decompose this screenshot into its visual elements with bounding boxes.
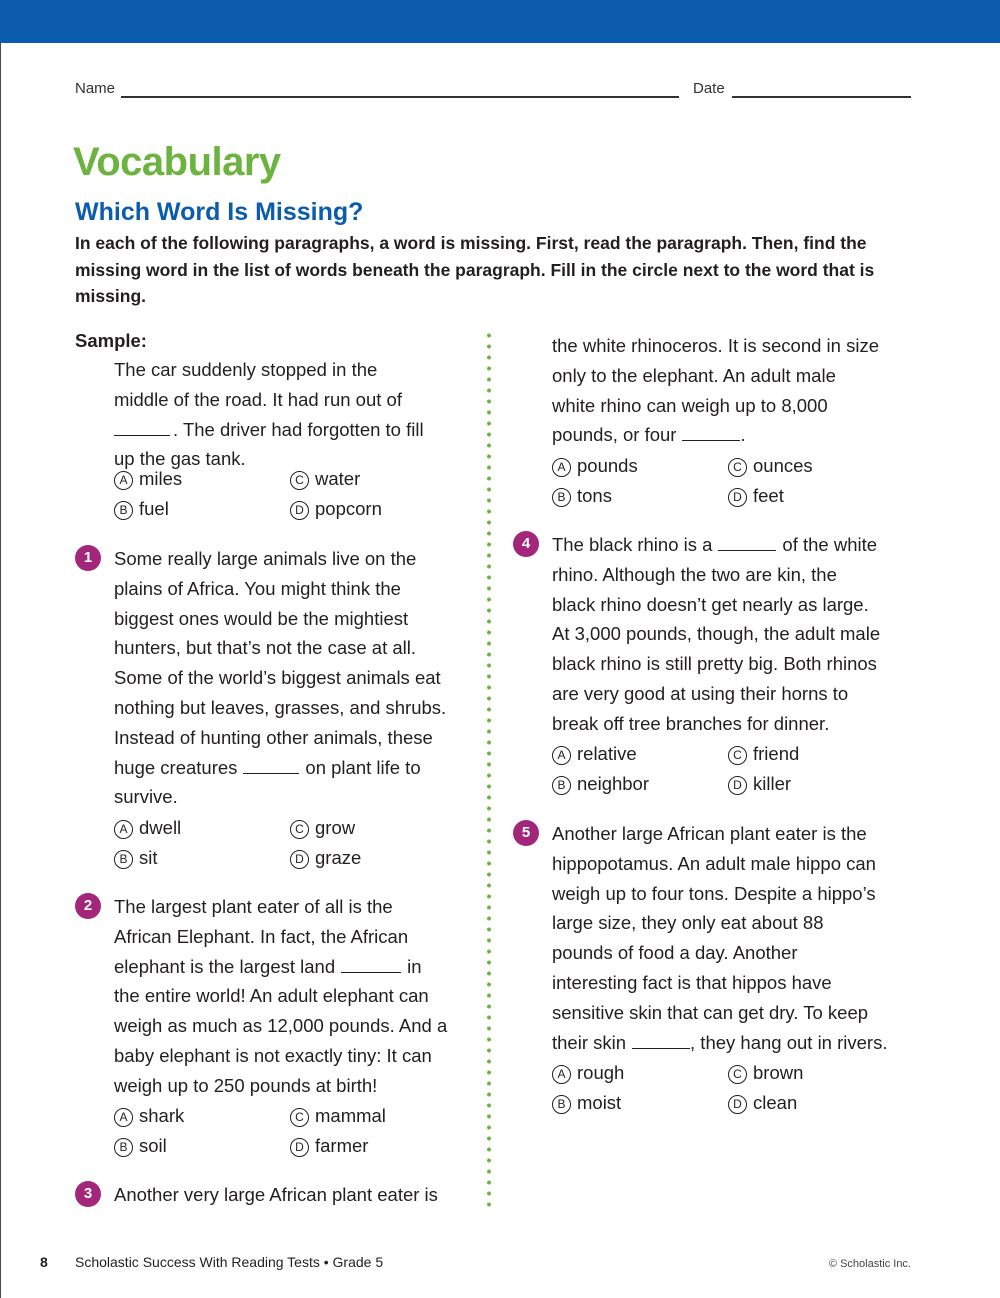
passage-line: elephant is the largest land in xyxy=(114,955,422,977)
instructions: In each of the following paragraphs, a word is missing. First, read the paragraph. Then, find the missing word in the list of words beneath the paragraph. Fill in the circle next to the word that is missing. xyxy=(75,233,875,306)
answer-choice[interactable]: B fuel xyxy=(114,498,169,520)
answer-bubble[interactable]: A xyxy=(114,471,133,490)
page-title: Vocabulary xyxy=(73,140,281,184)
passage-line: survive. xyxy=(114,786,178,808)
answer-choice[interactable]: B neighbor xyxy=(552,773,649,795)
passage-line: sensitive skin that can get dry. To keep xyxy=(552,1001,869,1023)
copyright: © Scholastic Inc. xyxy=(828,1258,911,1270)
passage-line: weigh up to four tons. Despite a hippo’s xyxy=(552,882,876,904)
passage-line: pounds of food a day. Another xyxy=(552,942,798,964)
answer-bubble[interactable]: C xyxy=(728,458,747,477)
answer-bubble[interactable]: B xyxy=(552,1095,571,1114)
question-number: 2 xyxy=(75,893,101,919)
answer-choice[interactable]: D popcorn xyxy=(290,498,382,520)
answer-choice[interactable]: C grow xyxy=(290,817,355,839)
question-3-passage-cont xyxy=(552,331,879,450)
column-divider xyxy=(487,330,491,1210)
sample-label: Sample: xyxy=(75,330,147,351)
question-3-passage-start xyxy=(114,1180,438,1210)
answer-bubble[interactable]: A xyxy=(552,1065,571,1084)
page-edge xyxy=(0,43,1,1298)
passage-line: Another very large African plant eater is xyxy=(114,1184,438,1205)
answer-choice[interactable]: B soil xyxy=(114,1135,167,1157)
answer-choice[interactable]: C water xyxy=(290,468,360,490)
name-date-row xyxy=(75,80,911,100)
passage-line: nothing but leaves, grasses, and shrubs. xyxy=(114,696,447,718)
answer-blank xyxy=(243,773,299,774)
answer-choice[interactable]: A relative xyxy=(552,743,637,765)
question-5-passage xyxy=(552,819,887,1057)
passage-line: plains of Africa. You might think the xyxy=(114,577,401,599)
answer-bubble[interactable]: D xyxy=(728,776,747,795)
passage-line: rhino. Although the two are kin, the xyxy=(552,563,837,585)
answer-choice[interactable]: D graze xyxy=(290,847,361,869)
header-band xyxy=(0,0,1000,43)
date-label: Date xyxy=(693,80,725,97)
passage-line: the white rhinoceros. It is second in size xyxy=(552,335,879,356)
answer-choice[interactable]: D clean xyxy=(728,1092,797,1114)
answer-blank xyxy=(114,435,170,436)
question-2-passage xyxy=(114,892,447,1101)
answer-choice[interactable]: C mammal xyxy=(290,1105,386,1127)
answer-blank xyxy=(632,1048,690,1049)
question-number: 1 xyxy=(75,545,101,571)
answer-bubble[interactable]: C xyxy=(290,1108,309,1127)
passage-line: African Elephant. In fact, the African xyxy=(114,925,409,947)
passage-line: The car suddenly stopped in the xyxy=(114,359,378,380)
answer-bubble[interactable]: C xyxy=(728,746,747,765)
book-title: Scholastic Success With Reading Tests • Grade 5 xyxy=(75,1254,384,1270)
passage-line: The black rhino is a of the white xyxy=(552,534,878,555)
question-number: 4 xyxy=(513,531,539,557)
passage-line: their skin , they hang out in rivers. xyxy=(552,1031,888,1053)
answer-bubble[interactable]: B xyxy=(114,1138,133,1157)
passage-line: middle of the road. It had run out of xyxy=(114,388,402,410)
answer-bubble[interactable]: B xyxy=(552,488,571,507)
answer-bubble[interactable]: B xyxy=(114,850,133,869)
passage-line: biggest ones would be the mightiest xyxy=(114,607,409,629)
question-number: 5 xyxy=(513,820,539,846)
passage-line: interesting fact is that hippos have xyxy=(552,971,832,993)
answer-choice[interactable]: D killer xyxy=(728,773,791,795)
answer-choice[interactable]: A rough xyxy=(552,1062,624,1084)
name-label: Name xyxy=(75,80,116,97)
passage-line: black rhino doesn’t get nearly as large. xyxy=(552,593,869,615)
question-number: 3 xyxy=(75,1181,101,1207)
answer-bubble[interactable]: D xyxy=(290,850,309,869)
name-field[interactable] xyxy=(121,96,679,98)
answer-bubble[interactable]: A xyxy=(552,458,571,477)
question-1-passage xyxy=(114,544,446,812)
passage-line: weigh up to 250 pounds at birth! xyxy=(114,1074,378,1096)
passage-line: weigh as much as 12,000 pounds. And a xyxy=(114,1015,448,1037)
passage-line: large size, they only eat about 88 xyxy=(552,912,824,934)
passage-line: hippopotamus. An adult male hippo can xyxy=(552,852,876,874)
passage-line: Another large African plant eater is the xyxy=(552,823,867,844)
answer-choice[interactable]: C brown xyxy=(728,1062,803,1084)
passage-line: The largest plant eater of all is the xyxy=(114,896,393,917)
answer-blank xyxy=(341,972,401,973)
answer-blank xyxy=(718,550,776,551)
passage-line: break off tree branches for dinner. xyxy=(552,712,830,734)
answer-bubble[interactable]: D xyxy=(728,1095,747,1114)
passage-line: hunters, but that’s not the case at all. xyxy=(114,637,417,659)
answer-choice[interactable]: B moist xyxy=(552,1092,621,1114)
answer-choice[interactable]: D farmer xyxy=(290,1135,368,1157)
passage-line: baby elephant is not exactly tiny: It can xyxy=(114,1044,432,1066)
passage-line: only to the elephant. An adult male xyxy=(552,364,836,386)
passage-line: are very good at using their horns to xyxy=(552,682,849,704)
passage-line: pounds, or four . xyxy=(552,424,746,446)
passage-line: Some really large animals live on the xyxy=(114,548,417,569)
answer-choice[interactable]: C ounces xyxy=(728,455,813,477)
answer-bubble[interactable]: B xyxy=(114,501,133,520)
passage-line: the entire world! An adult elephant can xyxy=(114,985,429,1007)
answer-bubble[interactable]: D xyxy=(290,501,309,520)
passage-line: . The driver had forgotten to fill xyxy=(114,415,424,445)
answer-choice[interactable]: D feet xyxy=(728,485,784,507)
date-field[interactable] xyxy=(732,96,911,98)
answer-bubble[interactable]: A xyxy=(114,820,133,839)
answer-bubble[interactable]: C xyxy=(290,471,309,490)
answer-bubble[interactable]: B xyxy=(552,776,571,795)
answer-bubble[interactable]: C xyxy=(728,1065,747,1084)
question-4-passage xyxy=(552,530,880,739)
passage-line: huge creatures on plant life to xyxy=(114,756,421,778)
passage-line: Instead of hunting other animals, these xyxy=(114,726,433,748)
sample-passage xyxy=(114,355,424,474)
answer-choice[interactable]: B sit xyxy=(114,847,158,869)
answer-bubble[interactable]: C xyxy=(290,820,309,839)
answer-blank xyxy=(682,440,740,441)
answer-bubble[interactable]: D xyxy=(728,488,747,507)
passage-line: Some of the world’s biggest animals eat xyxy=(114,667,441,689)
answer-choice[interactable]: A dwell xyxy=(114,817,181,839)
answer-choice[interactable]: C friend xyxy=(728,743,799,765)
answer-choice[interactable]: A shark xyxy=(114,1105,184,1127)
answer-choice[interactable]: A miles xyxy=(114,468,182,490)
answer-bubble[interactable]: D xyxy=(290,1138,309,1157)
answer-choice[interactable]: A pounds xyxy=(552,455,638,477)
answer-choice[interactable]: B tons xyxy=(552,485,612,507)
passage-line: white rhino can weigh up to 8,000 xyxy=(552,394,828,416)
passage-line: up the gas tank. xyxy=(114,448,246,470)
page-number: 8 xyxy=(40,1254,48,1270)
answer-bubble[interactable]: A xyxy=(114,1108,133,1127)
page-subtitle: Which Word Is Missing? xyxy=(75,198,364,226)
passage-line: black rhino is still pretty big. Both rhinos xyxy=(552,653,877,675)
passage-line: At 3,000 pounds, though, the adult male xyxy=(552,623,881,645)
answer-bubble[interactable]: A xyxy=(552,746,571,765)
